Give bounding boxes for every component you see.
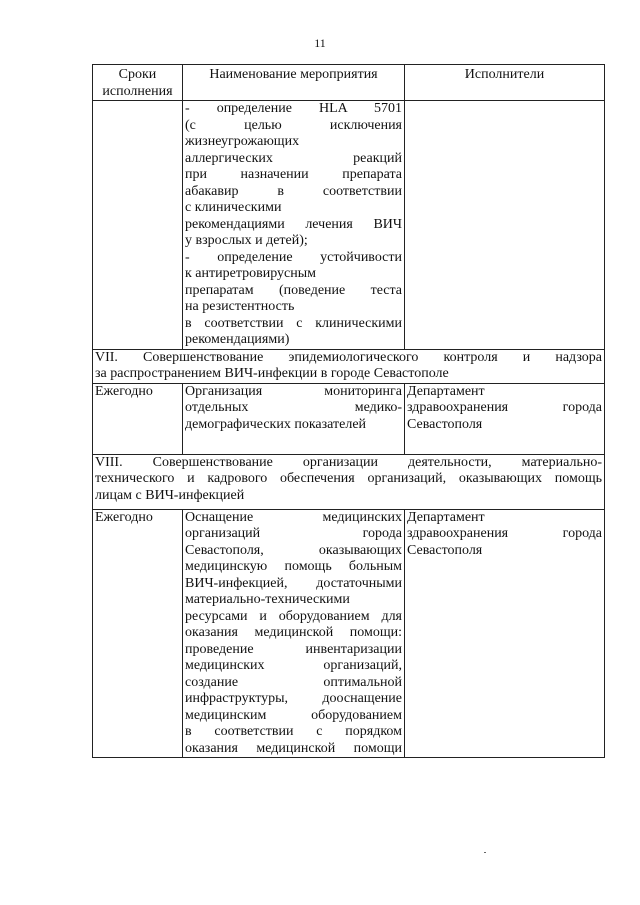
header-term-line-1: Сроки	[118, 67, 157, 82]
page-number: 11	[314, 36, 326, 50]
continuation-line: на резистентность	[185, 299, 295, 314]
continuation-line: - определение устойчивости	[185, 249, 402, 265]
continuation-line: рекомендациями)	[185, 332, 290, 347]
section-8-line-1: VIII. Совершенствование организации деятельности, материально-	[95, 454, 602, 470]
equipment-name-line: в соответствии с порядком	[185, 724, 402, 739]
table-row-equipment	[93, 509, 605, 758]
equipment-name-line: Севастополя, оказывающих	[185, 542, 402, 558]
monitoring-name-line: Организация мониторинга	[185, 383, 402, 399]
equipment-name-line: ВИЧ-инфекцией, достаточными	[185, 575, 402, 591]
monitoring-name-line: отдельных медико-	[185, 400, 402, 415]
equipment-name-line: медицинских организаций,	[185, 658, 402, 673]
scan-speck	[484, 852, 486, 853]
section-8-heading	[93, 454, 605, 509]
monitoring-executor-line: Севастополя	[407, 416, 483, 432]
section-7-line-2: за распространением ВИЧ-инфекции в городе Севастополе	[95, 366, 449, 381]
continuation-line: у взрослых и детей);	[185, 233, 308, 248]
continuation-line: (с целью исключения	[185, 117, 402, 133]
equipment-name-line: создание оптимальной	[185, 674, 402, 690]
equipment-name-line: ресурсами и оборудованием для	[185, 608, 402, 624]
continuation-line: абакавир в соответствии	[185, 183, 402, 199]
monitoring-term: Ежегодно	[93, 383, 183, 454]
section-8-row	[93, 454, 605, 509]
continuation-line: - определение HLA 5701	[185, 101, 402, 116]
section-8-line-3: лицам с ВИЧ-инфекцией	[95, 487, 245, 503]
monitoring-name	[183, 383, 405, 454]
monitoring-name-line: демографических показателей	[185, 416, 367, 432]
header-term	[93, 65, 183, 101]
measures-table	[92, 64, 605, 758]
continuation-line: жизнеугрожающих	[185, 134, 300, 149]
equipment-name-line: оказания медицинской помощи:	[185, 625, 402, 640]
equipment-name-line: инфраструктуры, дооснащение	[185, 691, 402, 706]
section-7-row	[93, 349, 605, 383]
equipment-name-line: организаций города	[185, 526, 402, 541]
equipment-executor-line: здравоохранения города	[407, 526, 602, 541]
header-executors: Исполнители	[405, 65, 605, 101]
table-row-continuation	[93, 101, 605, 350]
monitoring-executor	[405, 383, 605, 454]
continuation-line: рекомендациями лечения ВИЧ	[185, 216, 402, 232]
continuation-line: препаратам (поведение теста	[185, 282, 402, 298]
equipment-name-line: оказания медицинской помощи	[185, 740, 402, 756]
equipment-executor-line: Департамент	[407, 509, 485, 525]
continuation-line: аллергических реакций	[185, 150, 402, 166]
section-8-line-2: технического и кадрового обеспечения организаций, оказывающих помощь	[95, 471, 602, 486]
header-term-line-2: исполнения	[102, 83, 173, 99]
continuation-line: к антиретровирусным	[185, 266, 317, 281]
equipment-executor-line: Севастополя	[407, 542, 483, 558]
continuation-term-cell	[93, 101, 183, 350]
continuation-line: в соответствии с клиническими	[185, 315, 402, 331]
section-7-line-1: VII. Совершенствование эпидемиологического контроля и надзора	[95, 349, 602, 365]
continuation-line: при назначении препарата	[185, 167, 402, 182]
equipment-name-line: медицинскую помощь больным	[185, 559, 402, 574]
continuation-line: с клиническими	[185, 200, 282, 215]
monitoring-executor-line: Департамент	[407, 383, 485, 399]
table-row-monitoring	[93, 383, 605, 454]
equipment-name-line: медицинским оборудованием	[185, 707, 402, 723]
equipment-name-line: материально-техническими	[185, 592, 350, 607]
table-header-row	[93, 65, 605, 101]
equipment-term: Ежегодно	[93, 509, 183, 758]
continuation-executor-cell	[405, 101, 605, 350]
equipment-name	[183, 509, 405, 758]
monitoring-executor-line: здравоохранения города	[407, 400, 602, 415]
equipment-name-line: проведение инвентаризации	[185, 641, 402, 657]
section-7-heading	[93, 349, 605, 383]
continuation-name-cell	[183, 101, 405, 350]
equipment-executor	[405, 509, 605, 758]
header-name: Наименование мероприятия	[183, 65, 405, 101]
equipment-name-line: Оснащение медицинских	[185, 509, 402, 525]
